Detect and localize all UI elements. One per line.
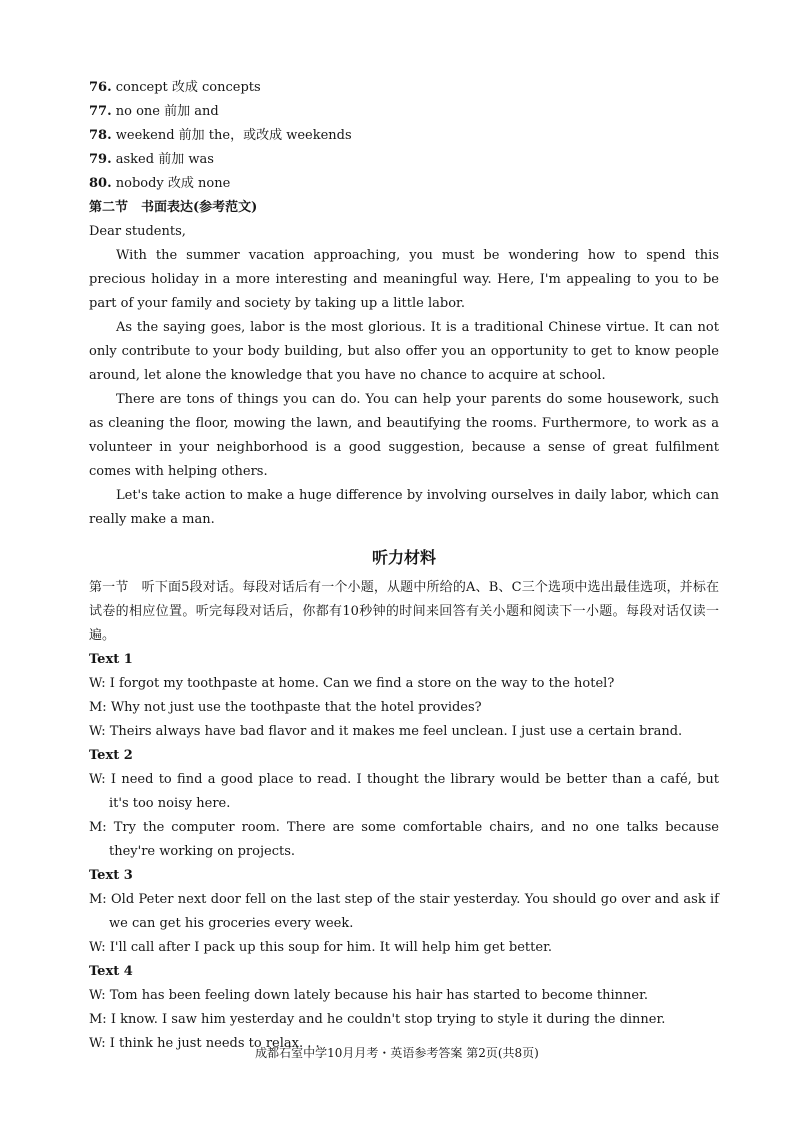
essay-paragraph: With the summer vacation approaching, you must be wondering how to spend this precious holiday in a more interesting and meaningful way. Here, I'm appealing to you to be part of your family and society by taking up a little labor. <box>89 248 719 311</box>
correction-item: 80. nobody 改成 none <box>89 176 231 191</box>
text-label: Text 3 <box>89 868 133 883</box>
dialogue-line: M: Try the computer room. There are some comfortable chairs, and no one talks because they're working on projects. <box>89 820 719 859</box>
essay-paragraph: There are tons of things you can do. You can help your parents do some housework, such as cleaning the floor, mowing the lawn, and beautifying the rooms. Furthermore, to work as a volunteer in your neighborhood is a good suggestion, because a sense of great fulfilment comes with helping others. <box>89 392 719 479</box>
dialogue-line: W: I forgot my toothpaste at home. Can we find a store on the way to the hotel? <box>89 676 615 691</box>
writing-heading: 第二节 书面表达(参考范文) <box>89 200 258 215</box>
correction-item: 79. asked 前加 was <box>89 152 214 167</box>
correction-item: 78. weekend 前加 the，或改成 weekends <box>89 128 352 143</box>
text-label: Text 4 <box>89 964 133 979</box>
letter-greeting: Dear students, <box>89 224 186 239</box>
dialogue-line: M: Why not just use the toothpaste that the hotel provides? <box>89 700 482 715</box>
dialogue-line: M: Old Peter next door fell on the last step of the stair yesterday. You should go over and ask if we can get his groceries every week. <box>89 892 719 931</box>
essay-paragraph: Let's take action to make a huge difference by involving ourselves in daily labor, which can really make a man. <box>89 488 719 527</box>
listening-title: 听力材料 <box>371 548 436 567</box>
correction-item: 76. concept 改成 concepts <box>89 80 261 95</box>
dialogue-line: W: Tom has been feeling down lately because his hair has started to become thinner. <box>89 988 649 1003</box>
correction-item: 77. no one 前加 and <box>89 104 219 119</box>
dialogue-line: W: I think he just needs to relax. . . <box>89 1036 320 1051</box>
dialogue-line: W: Theirs always have bad flavor and it makes me feel unclean. I just use a certain brand. <box>89 724 683 739</box>
text-label: Text 1 <box>89 652 133 667</box>
listening-instructions: 第一节 听下面5段对话。每段对话后有一个小题，从题中所给的A、B、C三个选项中选出最佳选项，并标在试卷的相应位置。听完每段对话后，你都有10秒钟的时间来回答有关小题和阅读下一小题。每段对话仅读一遍。 <box>89 580 719 643</box>
text-label: Text 2 <box>89 748 133 763</box>
dialogue-line: W: I'll call after I pack up this soup for him. It will help him get better. <box>89 940 552 955</box>
essay-paragraph: As the saying goes, labor is the most glorious. It is a traditional Chinese virtue. It can not only contribute to your body building, but also offer you an opportunity to get to know people around, let alone the knowledge that you have no chance to acquire at school. <box>89 320 719 383</box>
dialogue-line: W: I need to find a good place to read. I thought the library would be better than a café, but it's too noisy here. <box>89 772 719 811</box>
dialogue-line: M: I know. I saw him yesterday and he couldn't stop trying to style it during the dinner. <box>89 1012 666 1027</box>
page-content <box>89 76 719 1056</box>
page-footer: 成都石室中学10月月考・英语参考答案 第2页(共8页) <box>255 1046 539 1060</box>
correction-list <box>89 76 719 196</box>
